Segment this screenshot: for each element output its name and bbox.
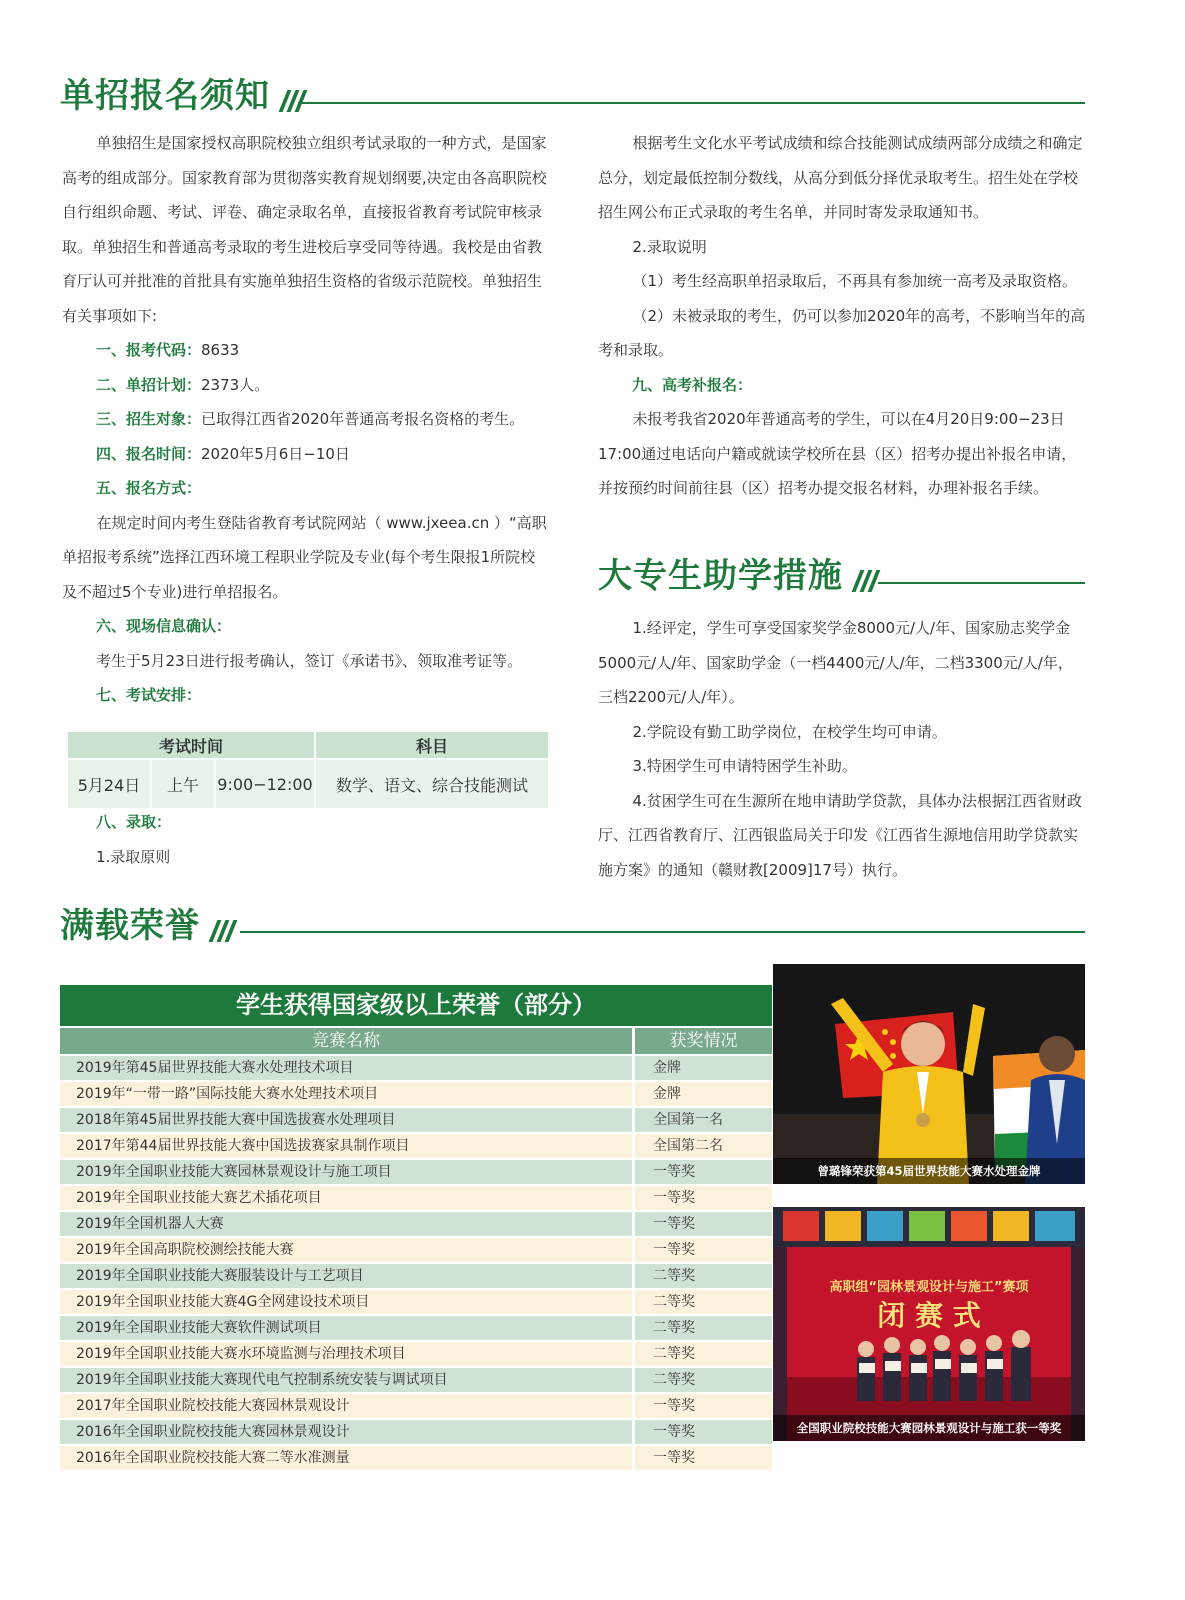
item3-label: 三、招生对象： bbox=[96, 410, 202, 428]
award-result: 金牌 bbox=[635, 1082, 772, 1106]
item6-text: 考生于5月23日进行报考确认，签订《承诺书》、领取准考证等。 bbox=[96, 651, 523, 670]
competition-name: 2019年“一带一路”国际技能大赛水处理技术项目 bbox=[60, 1082, 632, 1106]
item5-label: 五、报名方式： bbox=[96, 479, 202, 497]
admission-heading: 单招报名须知 bbox=[60, 76, 270, 116]
aid-column bbox=[598, 611, 1086, 887]
award-result: 二等奖 bbox=[635, 1290, 772, 1314]
table-row bbox=[60, 1186, 772, 1210]
table-row bbox=[60, 1316, 772, 1340]
table-row bbox=[60, 1212, 772, 1236]
team-illustration bbox=[773, 1207, 1085, 1441]
exam-schedule-table bbox=[66, 730, 550, 810]
competition-name: 2019年全国职业技能大赛服装设计与工艺项目 bbox=[60, 1264, 632, 1288]
award-result: 全国第一名 bbox=[635, 1108, 772, 1132]
item4-label: 四、报名时间： bbox=[96, 444, 202, 463]
aid-item-3: 3.特困学生可申请特困学生补助。 bbox=[632, 757, 857, 775]
competition-name: 2018年第45届世界技能大赛中国选拔赛水处理项目 bbox=[60, 1108, 632, 1132]
admission-left-column-tail bbox=[62, 805, 550, 874]
admission-right-column bbox=[598, 126, 1086, 506]
table-row bbox=[60, 1238, 772, 1262]
item9-text: 未报考我省2020年普通高考的学生，可以在4月20日9:00−23日17:00通过电话向户籍或就读学校所在县（区）招考办提出补报名申请，并按预约时间前往县（区）招考办提交报名材料，办理补报名手续。 bbox=[598, 410, 1077, 497]
stage-banner-title: 高职组“园林景观设计与施工”赛项 bbox=[829, 1280, 1029, 1295]
item1-value: 8633 bbox=[201, 341, 240, 359]
competition-name: 2017年全国职业院校技能大赛园林景观设计 bbox=[60, 1394, 632, 1418]
competition-name: 2017年第44届世界技能大赛中国选拔赛家具制作项目 bbox=[60, 1134, 632, 1158]
item6-label: 六、现场信息确认： bbox=[96, 617, 232, 635]
award-result: 一等奖 bbox=[635, 1238, 772, 1262]
table-row bbox=[60, 1264, 772, 1288]
table-row bbox=[60, 1420, 772, 1444]
competition-name: 2019年第45届世界技能大赛水处理技术项目 bbox=[60, 1056, 632, 1080]
award-result: 金牌 bbox=[635, 1056, 772, 1080]
exam-subject-header: 科目 bbox=[316, 732, 548, 758]
table-row bbox=[60, 1368, 772, 1392]
photo1-caption: 曾璐锋荣获第45届世界技能大赛水处理金牌 bbox=[773, 1158, 1085, 1184]
honors-table-header bbox=[60, 1028, 772, 1054]
exam-subjects: 数学、语文、综合技能测试 bbox=[316, 760, 548, 808]
table-row bbox=[60, 1082, 772, 1106]
admission-note-heading: 2.录取说明 bbox=[632, 237, 707, 256]
item5-text: 在规定时间内考生登陆省教育考试院网站（ www.jxeea.cn ）“高职单招报考系统”选择江西环境工程职业学院及专业(每个考生限报1所院校及不超过5个专业)进行单招报名。 bbox=[62, 513, 547, 601]
exam-hours: 9:00−12:00 bbox=[216, 760, 314, 808]
item2-value: 2373人。 bbox=[201, 375, 270, 394]
admission-principle-text: 根据考生文化水平考试成绩和综合技能测试成绩两部分成绩之和确定总分，划定最低控制分数线，从高分到低分择优录取考生。招生处在学校招生网公布正式录取的考生名单，并同时寄发录取通知书。 bbox=[598, 134, 1083, 221]
exam-time-header: 考试时间 bbox=[68, 732, 314, 758]
honors-table-body bbox=[60, 1056, 772, 1472]
award-result: 一等奖 bbox=[635, 1420, 772, 1444]
section-rule bbox=[240, 931, 1085, 933]
item3-value: 已取得江西省2020年普通高考报名资格的考生。 bbox=[201, 410, 525, 428]
award-result: 一等奖 bbox=[635, 1186, 772, 1210]
photo2-caption: 全国职业院校技能大赛园林景观设计与施工获一等奖 bbox=[773, 1415, 1085, 1441]
honors-heading: 满载荣誉 bbox=[60, 906, 200, 946]
admission-note-1: （1）考生经高职单招录取后，不再具有参加统一高考及录取资格。 bbox=[632, 272, 1078, 290]
aid-heading: 大专生助学措施 bbox=[598, 556, 843, 596]
exam-date: 5月24日 bbox=[68, 760, 150, 808]
award-result: 一等奖 bbox=[635, 1212, 772, 1236]
slash-decoration-icon bbox=[280, 90, 306, 112]
competition-name: 2016年全国职业院校技能大赛园林景观设计 bbox=[60, 1420, 632, 1444]
award-result: 全国第二名 bbox=[635, 1134, 772, 1158]
award-result: 一等奖 bbox=[635, 1160, 772, 1184]
aid-item-2: 2.学院设有勤工助学岗位，在校学生均可申请。 bbox=[632, 722, 947, 741]
award-result: 二等奖 bbox=[635, 1316, 772, 1340]
award-photo-ceremony bbox=[773, 964, 1085, 1184]
competition-name: 2019年全国高职院校测绘技能大赛 bbox=[60, 1238, 632, 1262]
item2-label: 二、单招计划： bbox=[96, 375, 202, 394]
exam-period: 上午 bbox=[152, 760, 214, 808]
section-title-honors bbox=[60, 898, 236, 946]
table-row bbox=[60, 1446, 772, 1470]
award-photo-team bbox=[773, 1207, 1085, 1441]
slash-decoration-icon bbox=[210, 920, 236, 942]
table-row bbox=[60, 1394, 772, 1418]
table-row bbox=[60, 1134, 772, 1158]
competition-column-header: 竞赛名称 bbox=[60, 1028, 632, 1054]
slash-decoration-icon bbox=[853, 570, 879, 592]
table-row bbox=[60, 1108, 772, 1132]
table-row bbox=[60, 1342, 772, 1366]
competition-name: 2019年全国机器人大赛 bbox=[60, 1212, 632, 1236]
competition-name: 2019年全国职业技能大赛4G全网建设技术项目 bbox=[60, 1290, 632, 1314]
admission-note-2: （2）未被录取的考生，仍可以参加2020年的高考，不影响当年的高考和录取。 bbox=[598, 306, 1086, 359]
item7-label: 七、考试安排： bbox=[96, 686, 202, 704]
table-row bbox=[60, 1056, 772, 1080]
competition-name: 2016年全国职业院校技能大赛二等水准测量 bbox=[60, 1446, 632, 1470]
item1-label: 一、报考代码： bbox=[96, 341, 202, 359]
result-column-header: 获奖情况 bbox=[635, 1028, 772, 1054]
competition-name: 2019年全国职业技能大赛现代电气控制系统安装与调试项目 bbox=[60, 1368, 632, 1392]
admission-intro: 单独招生是国家授权高职院校独立组织考试录取的一种方式，是国家高考的组成部分。国家教育部为贯彻落实教育规划纲要,决定由各高职院校自行组织命题、考试、评卷、确定录取名单，直接报省教育考试院审核录取。单独招生和普通高考录取的考生进校后享受同等待遇。我校是由省教育厅认可并批准的首批具有实施单独招生资格的省级示范院校。单独招生有关事项如下: bbox=[62, 134, 547, 325]
award-result: 一等奖 bbox=[635, 1446, 772, 1470]
ceremony-illustration bbox=[773, 964, 1085, 1184]
table-row bbox=[60, 1290, 772, 1314]
item8-sub1: 1.录取原则 bbox=[96, 847, 171, 866]
competition-name: 2019年全国职业技能大赛园林景观设计与施工项目 bbox=[60, 1160, 632, 1184]
table-row bbox=[60, 1160, 772, 1184]
competition-name: 2019年全国职业技能大赛艺术插花项目 bbox=[60, 1186, 632, 1210]
competition-name: 2019年全国职业技能大赛软件测试项目 bbox=[60, 1316, 632, 1340]
competition-name: 2019年全国职业技能大赛水环境监测与治理技术项目 bbox=[60, 1342, 632, 1366]
item8-label: 八、录取： bbox=[96, 813, 172, 831]
admission-left-column bbox=[62, 126, 550, 713]
section-title-admission bbox=[60, 68, 306, 116]
award-result: 一等奖 bbox=[635, 1394, 772, 1418]
award-result: 二等奖 bbox=[635, 1264, 772, 1288]
aid-item-4: 4.贫困学生可在生源所在地申请助学贷款，具体办法根据江西省财政厅、江西省教育厅、江西银监局关于印发《江西省生源地信用助学贷款实施方案》的通知（赣财教[2009]17号）执行。 bbox=[598, 791, 1082, 879]
item4-value: 2020年5月6日−10日 bbox=[201, 444, 350, 463]
award-result: 二等奖 bbox=[635, 1342, 772, 1366]
section-title-aid bbox=[598, 548, 879, 596]
award-result: 二等奖 bbox=[635, 1368, 772, 1392]
section-rule bbox=[298, 102, 1085, 104]
stage-banner-big: 闭 赛 式 bbox=[877, 1299, 981, 1332]
item9-label: 九、高考补报名： bbox=[632, 375, 753, 394]
honors-table-title: 学生获得国家级以上荣誉（部分） bbox=[60, 985, 772, 1026]
aid-item-1: 1.经评定，学生可享受国家奖学金8000元/人/年、国家励志奖学金5000元/人/年、国家助学金（一档4400元/人/年，二档3300元/人/年，三档2200元/人/年）。 bbox=[598, 619, 1073, 706]
section-rule bbox=[878, 582, 1085, 584]
